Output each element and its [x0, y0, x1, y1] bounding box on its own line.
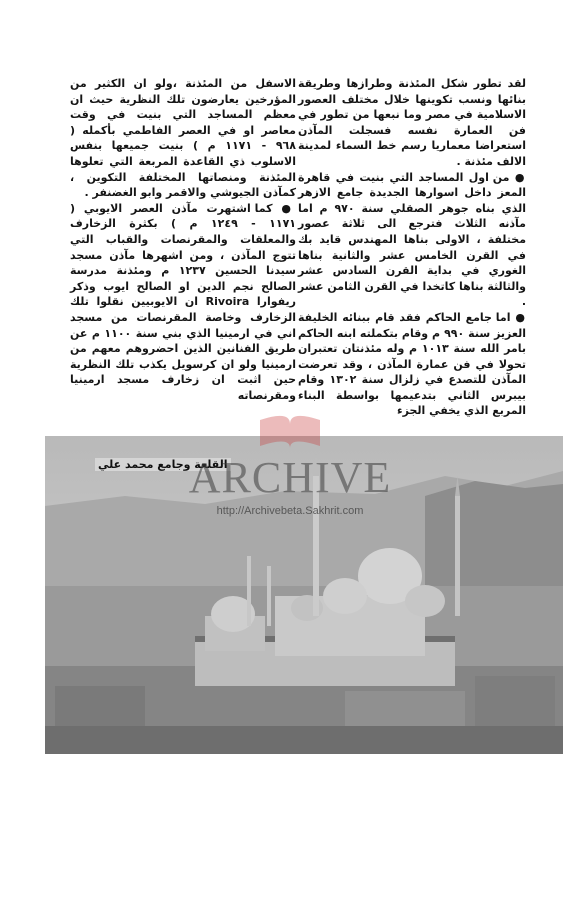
paragraph: لقد تطور شكل المئذنة وطرازها وطريقة بنائها ونسب تكوينها خلال مختلف العصور الاسلامية في مصر وما نبعها من تطور في فن العمارة نفسه فسجلت المآذن استعراضا معماريا رسم خط السماء لمدينة الالف مئذنة .	[298, 77, 526, 168]
book-logo-icon	[255, 410, 325, 450]
paragraph: ● من اول المساجد التي بنيت في قاهرة المعز داخل اسوارها الجديدة جامع الازهر الذي بناه جوهر الصقلي سنة ٩٧٠ م اما مآذنه الثلاث فترجع الى ثلاثة عصور مختلفة ، الاولى بناها المهندس قايد بك في القرن الخامس عشر والثانية بناها الغوري في بداية القرن السادس عشر والثالثة بناها كاتخدا في القرن الثامن عشر .	[298, 170, 526, 310]
paragraph: ● كما اشتهرت مآذن العصر الايوبي ( ١١٧١ - ١٢٤٩ م ) بكثرة الزخارف والمعلقات والمقرنصات والقباب التي تتوج المآذن ، ومن اشهرها مآذن مسجد سيدنا الحسين ١٢٣٧ م ومئذنة مدرسة الصالح نجم الدين او الصالح ايوب وذكر ريفوارا Rivoira ان الايوبيين نقلوا تلك الزخارف وخاصة المقرنصات من مسجد اني في ارمينيا الذي بني سنة ١١٠٠ م عن طريق الفنانين الذين احضروهم معهم من ارمينيا ولو ان كرسويل يكذب تلك النظرية حين اثبت ان زخارف مسجد ارمينيا ومقرنصاته	[70, 201, 296, 404]
paragraph: ● اما جامع الحاكم فقد قام ببنائه الخليفة العزيز سنة ٩٩٠ م وقام بتكملته ابنه الحاكم بامر الله سنة ١٠١٣ م وله مئذنتان تعتبران تحولا في فن عمارة المآذن ، وقد تعرضت المآذن للتصدع في زلزال سنة ١٣٠٢ وقام بيبرس الثاني بتدعيمها بواسطة البناء المربع الذي يخفي الجزء	[298, 310, 526, 419]
watermark-title: ARCHIVE	[188, 453, 392, 502]
article-column-right	[298, 76, 526, 419]
article-column-left	[70, 76, 296, 403]
watermark-url: http://Archivebeta.Sakhrit.com	[216, 505, 364, 517]
photo-caption: القلعة وجامع محمد علي	[95, 458, 231, 471]
paragraph: الاسفل من المئذنة ،ولو ان الكثير من المؤرخين يعارضون تلك النظرية حيث ان معظم المساجد التي بنيت في وقت معاصر او في العصر الفاطمي بأكمله ( ٩٦٨ - ١١٧١ م ) بنيت جميعها بنفس الاسلوب ذي القاعدة المربعة التي تعلوها المئذنة ومنصاتها المختلفة التكوين ، كمآذن الجيوشي والاقمر وابو الغضنفر .	[70, 77, 296, 200]
